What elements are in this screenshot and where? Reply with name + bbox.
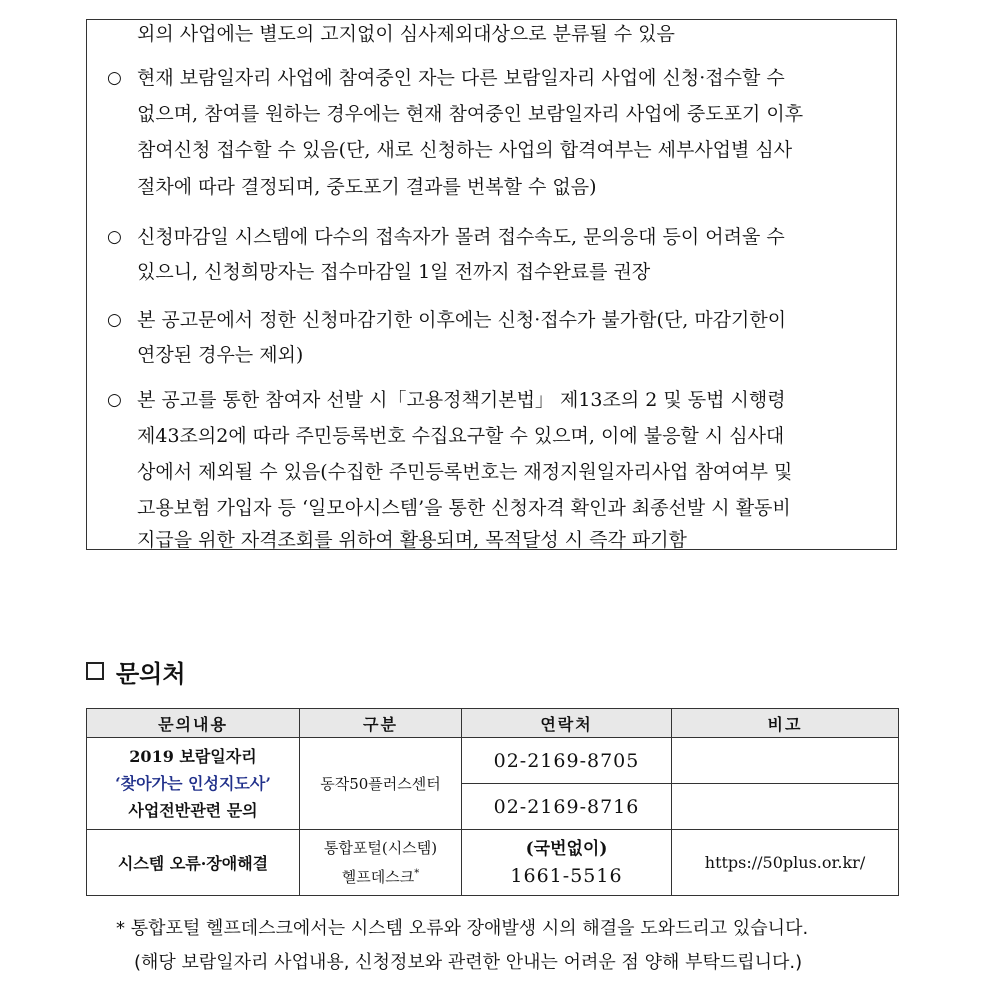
footnote-line: * 통합포털 헬프데스크에서는 시스템 오류와 장애발생 시의 해결을 도와드리고 있습니다.: [116, 918, 809, 939]
inquiry-highlight: ‘찾아가는 인성지도사’: [115, 774, 271, 793]
type-text: 헬프데스크: [341, 868, 415, 886]
notice-box: [86, 19, 897, 550]
note-cell: [672, 784, 899, 830]
phone-number: 1661-5516: [510, 864, 623, 887]
phone-cell: [462, 830, 672, 896]
notice-line: 본 공고문에서 정한 신청마감기한 이후에는 신청·접수가 불가함(단, 마감기한이: [137, 309, 787, 331]
checkbox-square-icon: [86, 662, 104, 680]
notice-line: 참여신청 접수할 수 있음(단, 새로 신청하는 사업의 합격여부는 세부사업별 심사: [137, 139, 793, 161]
notice-line: 없으며, 참여를 원하는 경우에는 현재 참여중인 보람일자리 사업에 중도포기 이후: [137, 103, 804, 125]
phone-cell: 02-2169-8716: [462, 784, 672, 830]
footnote-mark: *: [414, 868, 420, 879]
type-cell: [300, 830, 462, 896]
header-contact: 연락처: [462, 709, 672, 738]
inquiry-cell: 시스템 오류·장애해결: [87, 830, 300, 896]
bullet-circle-icon: ○: [107, 310, 122, 330]
header-inquiry: 문의내용: [87, 709, 300, 738]
section-title: 문의처: [116, 659, 186, 688]
notice-line: 현재 보람일자리 사업에 참여중인 자는 다른 보람일자리 사업에 신청·접수할 수: [137, 67, 785, 89]
note-cell: [672, 738, 899, 784]
contact-table: [86, 708, 899, 896]
section-heading: [86, 656, 186, 686]
notice-line: 고용보험 가입자 등 ‘일모아시스템’을 통한 신청자격 확인과 최종선발 시 활동비: [137, 497, 791, 519]
type-cell: 동작50플러스센터: [300, 738, 462, 830]
header-type: 구분: [300, 709, 462, 738]
bullet-circle-icon: ○: [107, 227, 122, 247]
bullet-circle-icon: ○: [107, 390, 122, 410]
phone-cell: 02-2169-8705: [462, 738, 672, 784]
notice-line: 외의 사업에는 별도의 고지없이 심사제외대상으로 분류될 수 있음: [137, 23, 675, 45]
table-row: [87, 830, 899, 896]
header-note: 비고: [672, 709, 899, 738]
notice-line: 상에서 제외될 수 있음(수집한 주민등록번호는 재정지원일자리사업 참여여부 및: [137, 461, 793, 483]
notice-line: 본 공고를 통한 참여자 선발 시「고용정책기본법」 제13조의 2 및 동법 시행령: [137, 389, 786, 411]
notice-line: 지급을 위한 자격조회를 위하여 활용되며, 목적달성 시 즉각 파기함: [137, 529, 687, 551]
notice-line: 제43조의2에 따라 주민등록번호 수집요구할 수 있으며, 이에 불응할 시 심사대: [137, 425, 785, 447]
footnote-line: (해당 보람일자리 사업내용, 신청정보와 관련한 안내는 어려운 점 양해 부탁드립니다.): [134, 952, 803, 973]
notice-line: 있으니, 신청희망자는 접수마감일 1일 전까지 접수완료를 권장: [137, 261, 651, 283]
bullet-circle-icon: ○: [107, 68, 122, 88]
notice-line: 연장된 경우는 제외): [137, 344, 304, 366]
website-link[interactable]: https://50plus.or.kr/: [672, 830, 899, 896]
notice-line: 절차에 따라 결정되며, 중도포기 결과를 번복할 수 없음): [137, 176, 597, 198]
inquiry-cell: [87, 738, 300, 830]
type-line: [300, 861, 461, 890]
type-line: 통합포털(시스템): [323, 839, 438, 857]
inquiry-line: 2019 보람일자리: [129, 747, 257, 766]
table-row: [87, 738, 899, 784]
table-header-row: [87, 709, 899, 738]
phone-note: (국번없이): [525, 838, 608, 859]
notice-line: 신청마감일 시스템에 다수의 접속자가 몰려 접수속도, 문의응대 등이 어려울 수: [137, 226, 785, 248]
inquiry-line: 사업전반관련 문의: [128, 801, 258, 820]
